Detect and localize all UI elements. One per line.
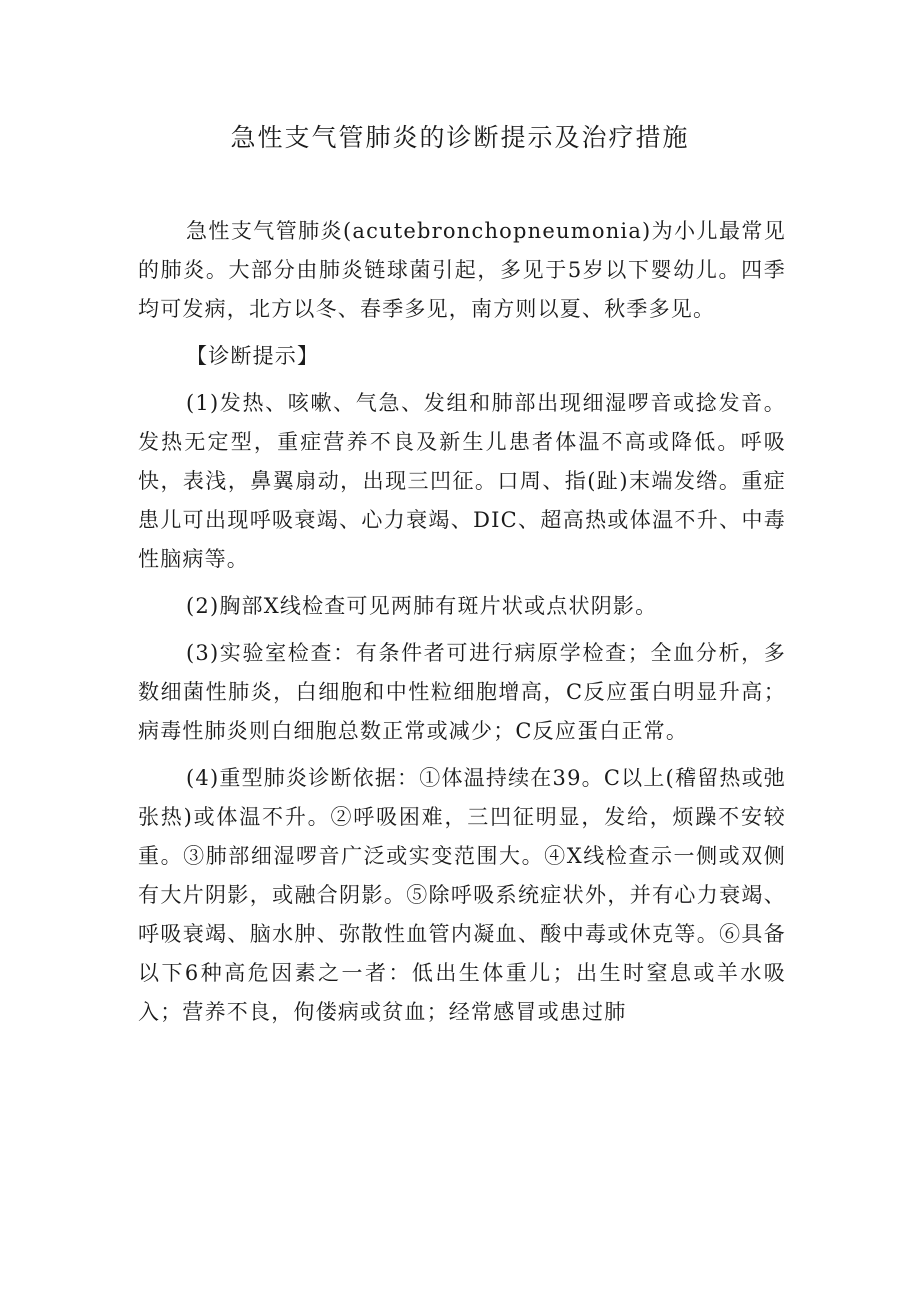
document-body — [138, 212, 786, 1032]
diagnosis-item-4: (4)重型肺炎诊断依据：①体温持续在39。C以上(稽留热或弛张热)或体温不升。②呼吸困难，三凹征明显，发给，烦躁不安较重。③肺部细湿啰音广泛或实变范围大。④X线检查示一侧或双侧有大片阴影，或融合阴影。⑤除呼吸系统症状外，并有心力衰竭、呼吸衰竭、脑水肿、弥散性血管内凝血、酸中毒或休克等。⑥具备以下6种高危因素之一者：低出生体重儿；出生时窒息或羊水吸入；营养不良，佝偻病或贫血；经常感冒或患过肺 — [138, 766, 786, 1024]
document-title: 急性支气管肺炎的诊断提示及治疗措施 — [230, 123, 690, 152]
section-heading-diagnosis: 【诊断提示】 — [186, 344, 320, 368]
intro-paragraph: 急性支气管肺炎(acutebronchopneumonia)为小儿最常见的肺炎。大部分由肺炎链球菌引起，多见于5岁以下婴幼儿。四季均可发病，北方以冬、春季多见，南方则以夏、秋季多见。 — [138, 219, 786, 321]
diagnosis-item-2: (2)胸部X线检查可见两肺有斑片状或点状阴影。 — [186, 594, 658, 618]
diagnosis-item-1: (1)发热、咳嗽、气急、发组和肺部出现细湿啰音或捻发音。发热无定型，重症营养不良及新生儿患者体温不高或降低。呼吸快，表浅，鼻翼扇动，出现三凹征。口周、指(趾)末端发绺。重症患儿可出现呼吸衰竭、心力衰竭、DIC、超高热或体温不升、中毒性脑病等。 — [138, 391, 786, 571]
diagnosis-item-3: (3)实验室检查：有条件者可进行病原学检查；全血分析，多数细菌性肺炎，白细胞和中性粒细胞增高，C反应蛋白明显升高；病毒性肺炎则白细胞总数正常或减少；C反应蛋白正常。 — [138, 641, 786, 743]
